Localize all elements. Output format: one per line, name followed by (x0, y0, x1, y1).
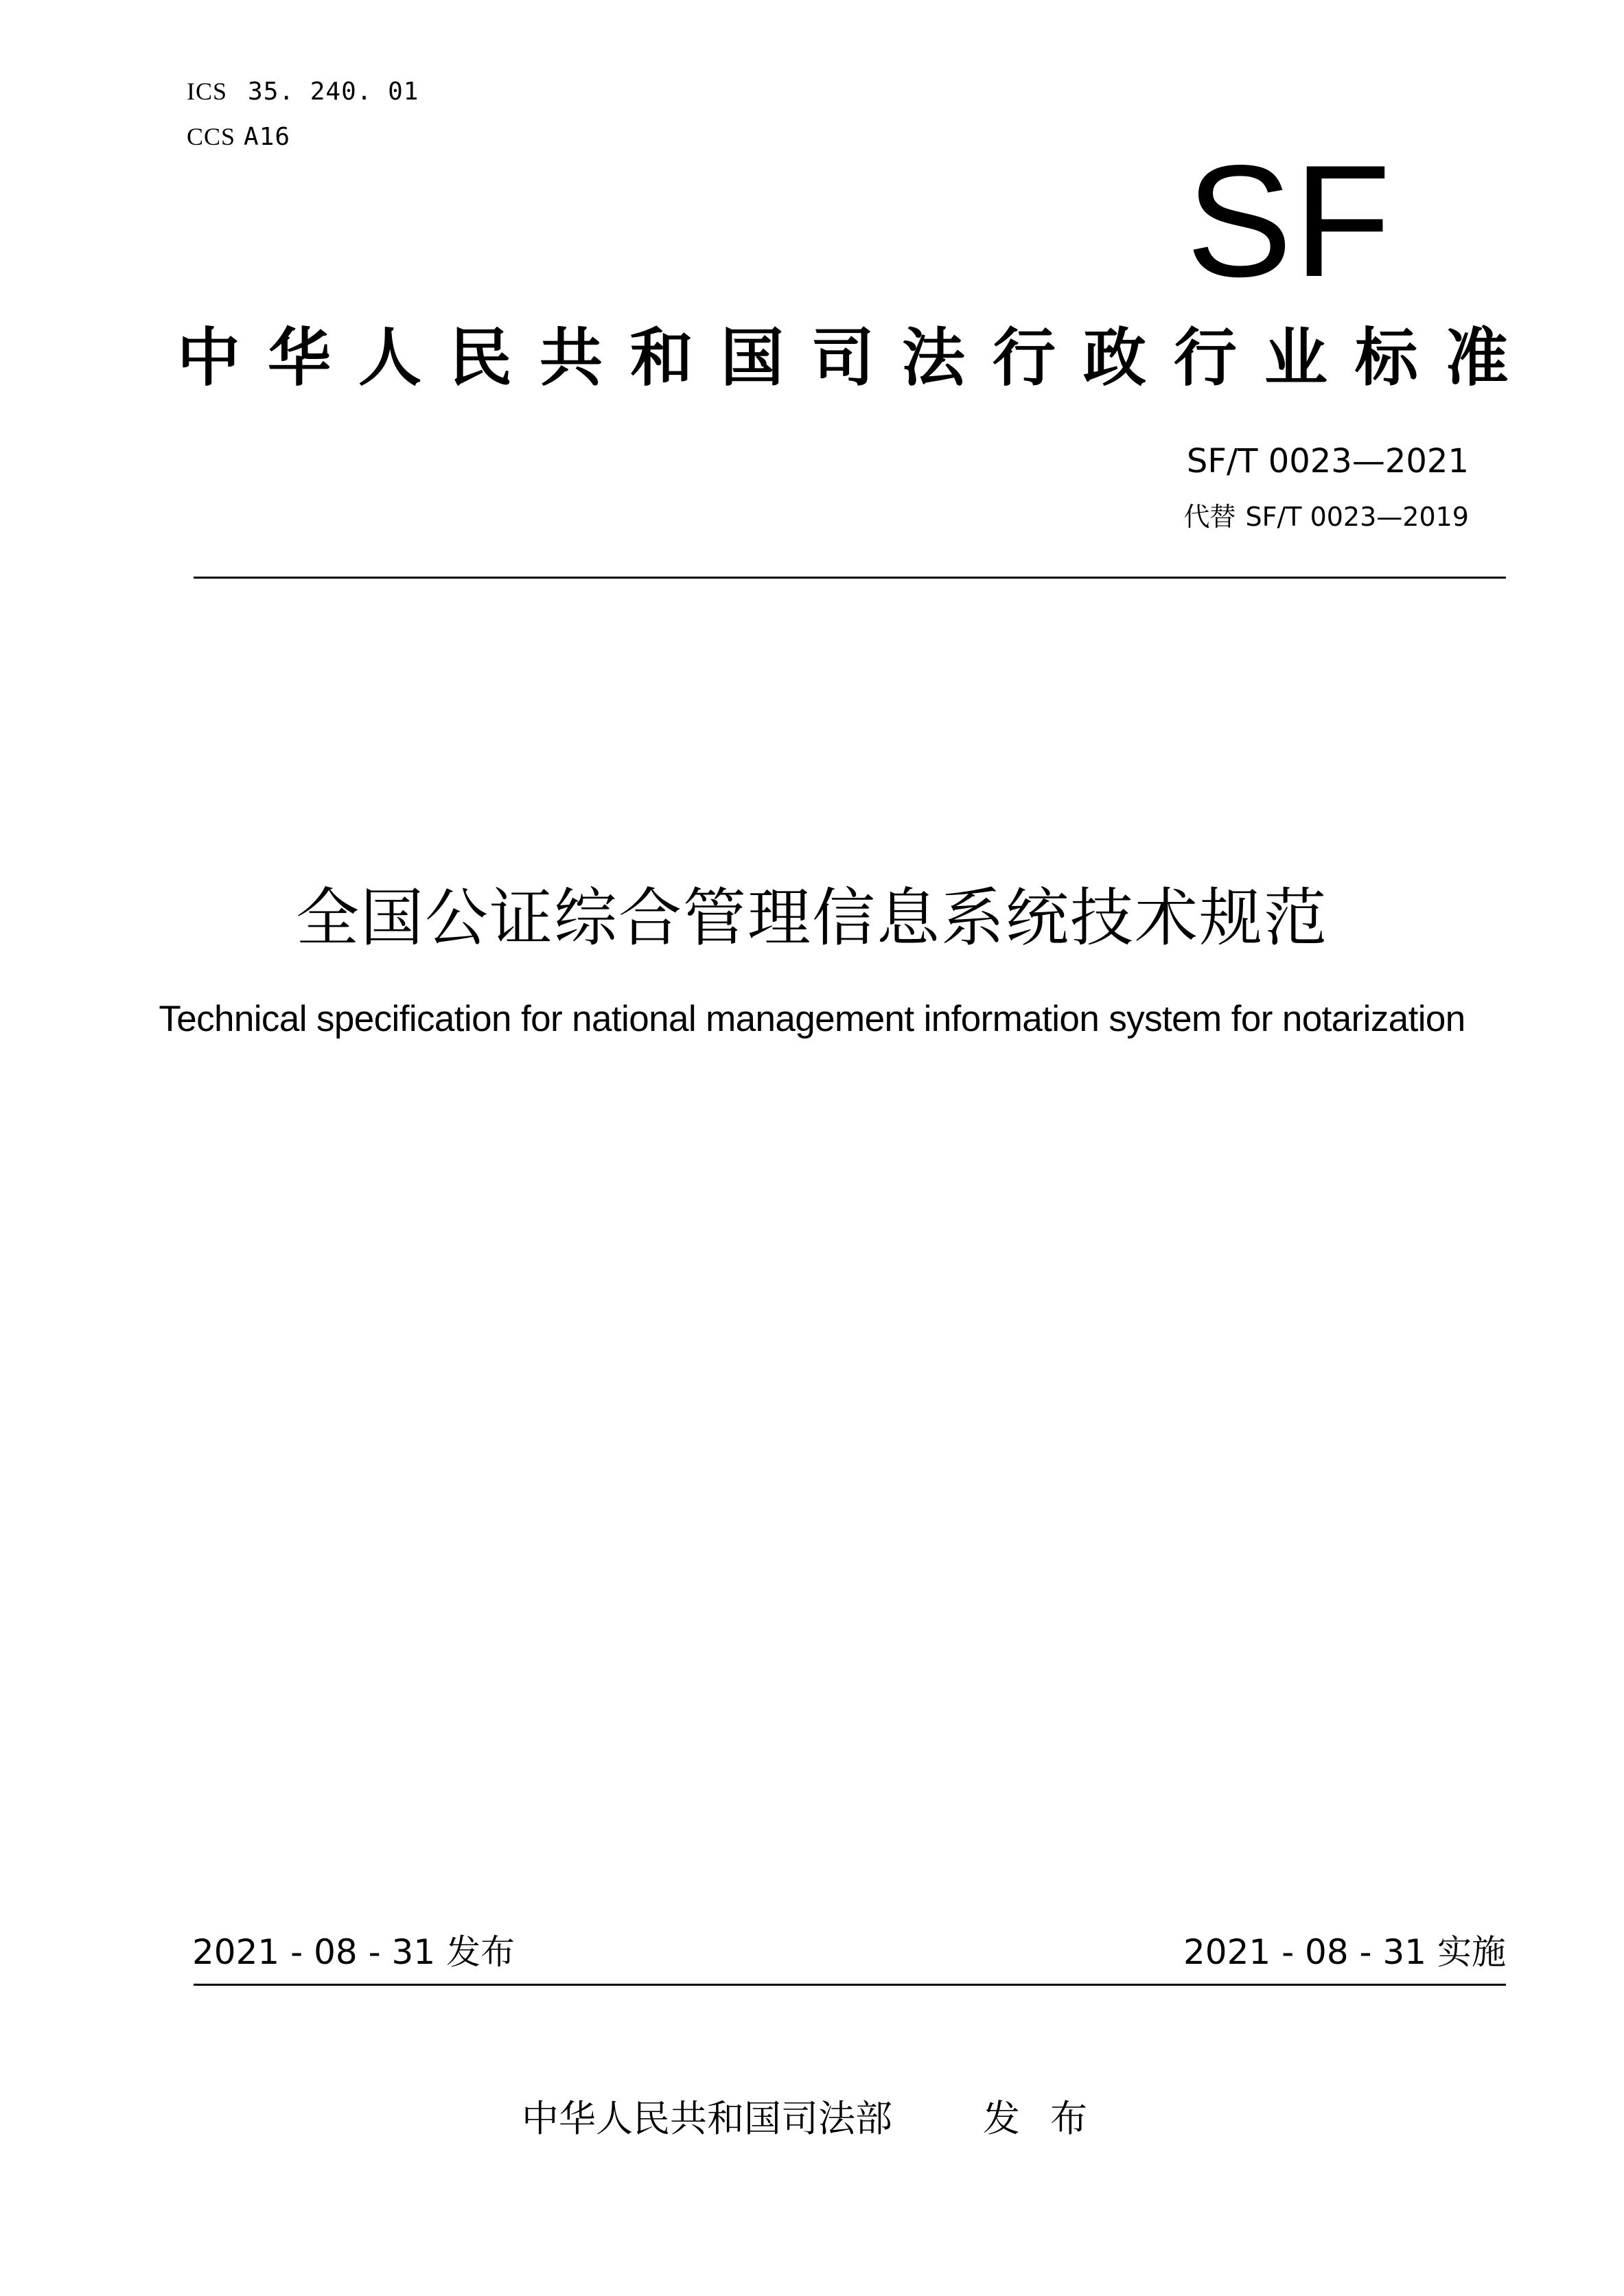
category-char: 共 (539, 321, 603, 395)
category-char: 华 (267, 321, 331, 395)
sf-logo: SF (1186, 132, 1393, 310)
issuer-action (968, 2097, 1102, 2140)
ccs-code (187, 122, 290, 151)
implementation-date: 2021 - 08 - 31 实施 (1183, 1932, 1506, 1972)
category-char: 和 (629, 321, 693, 395)
category-char: 行 (1173, 321, 1237, 395)
category-char: 法 (901, 321, 965, 395)
issue-date: 2021 - 08 - 31 发布 (192, 1932, 515, 1972)
category-char: 民 (448, 321, 512, 395)
category-char: 行 (992, 321, 1056, 395)
category-char: 业 (1264, 321, 1327, 395)
category-char: 国 (720, 321, 784, 395)
replaces-label: 代替 (1183, 502, 1236, 532)
ccs-value: A16 (244, 123, 291, 151)
standard-number: SF/T 0023—2021 (1186, 442, 1469, 480)
category-char: 准 (1445, 321, 1509, 395)
issuer-org: 中华人民共和国司法部 (522, 2097, 892, 2140)
ccs-label: CCS (187, 123, 236, 150)
top-divider (194, 577, 1506, 579)
replaces-number: SF/T 0023—2019 (1245, 502, 1469, 532)
category-char: 中 (177, 321, 241, 395)
issuer-action-char: 发 (983, 2097, 1020, 2140)
ics-label: ICS (187, 78, 228, 105)
issuer-action-char: 布 (1050, 2097, 1087, 2140)
category-char: 司 (811, 321, 874, 395)
bottom-divider (194, 1984, 1506, 1986)
category-char: 标 (1354, 321, 1418, 395)
standard-category (177, 317, 1509, 399)
category-char: 人 (358, 321, 421, 395)
replaces-line (1183, 496, 1469, 533)
ics-code (187, 77, 419, 106)
category-char: 政 (1082, 321, 1146, 395)
issuer (0, 2089, 1624, 2142)
document-title-en: Technical specification for national management information system for notarization (159, 999, 1465, 1039)
document-title-zh: 全国公证综合管理信息系统技术规范 (295, 881, 1328, 955)
ics-value: 35. 240. 01 (248, 78, 419, 106)
